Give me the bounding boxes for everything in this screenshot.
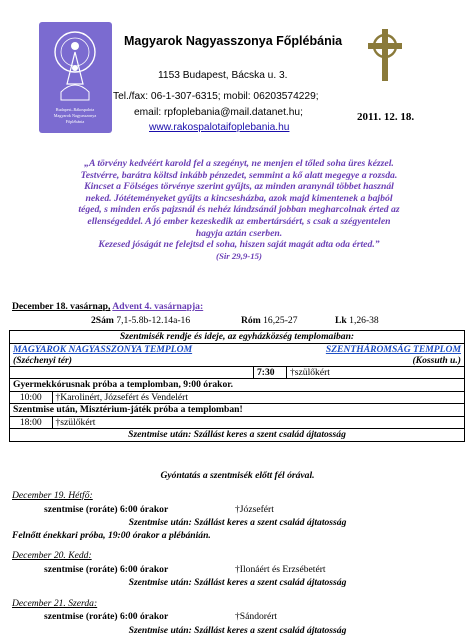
day-intention: †Józsefért bbox=[235, 504, 274, 515]
quote-line: hagyja aztán cserben. bbox=[195, 227, 283, 239]
day-devotion: Szentmise után: Szállást keres a szent család ájtatosság bbox=[128, 577, 347, 588]
empty-cell bbox=[52, 366, 254, 379]
mass-intention: †szülőkért bbox=[52, 416, 287, 429]
quote-line: Kezesed jóságát ne felejtsd el soha, hiszen saját magát adta oda érted.” bbox=[98, 239, 380, 251]
mass-time: 7:30 bbox=[254, 366, 287, 379]
empty-cell bbox=[287, 416, 465, 429]
empty-cell bbox=[10, 366, 53, 379]
reading-book: Lk bbox=[335, 315, 347, 326]
day-heading: December 20. Kedd: bbox=[12, 550, 92, 561]
choir-note: Gyermekkórusnak próba a templomban, 9:00 órakor. bbox=[10, 379, 465, 392]
day-mass: szentmise (roráte) 6:00 órakor bbox=[44, 564, 169, 575]
church-right-location: (Kossuth u.) bbox=[412, 354, 461, 366]
quote-line: neked. Jótéteményeket gyűjts a kincsesházba, azok majd kimentenek a bajból bbox=[85, 192, 393, 204]
parish-title: Magyarok Nagyasszonya Főplébánia bbox=[124, 34, 343, 48]
sunday-heading bbox=[12, 301, 203, 312]
scripture-quote bbox=[14, 158, 464, 262]
sunday-date: December 18. vasárnap, bbox=[12, 301, 111, 312]
logo-text-3: Főplébánia bbox=[65, 119, 85, 124]
reading-1 bbox=[91, 315, 190, 326]
reading-3 bbox=[335, 315, 379, 326]
email-line: email: rpfoplebania@mail.datanet.hu; bbox=[134, 107, 303, 118]
confession-note: Gyóntatás a szentmisék előtt fél órával. bbox=[160, 470, 315, 481]
reading-2 bbox=[241, 315, 298, 326]
after-mass-note: Szentmise után, Misztérium-játék próba a templomban! bbox=[10, 404, 465, 417]
quote-source: (Sir 29,9-15) bbox=[216, 250, 262, 261]
celtic-cross-icon bbox=[362, 27, 408, 88]
mass-intention: †szülőkért bbox=[287, 366, 465, 379]
logo-text-2: Magyarok Nagyasszonya bbox=[53, 113, 97, 118]
bulletin-date: 2011. 12. 18. bbox=[357, 111, 415, 123]
quote-line: „A törvény kedvéért karold fel a szegényt, ne menjen el tőled soha üres kézzel. bbox=[84, 158, 394, 169]
day-extra: Felnőtt énekkari próba, 19:00 órakor a plébánián. bbox=[12, 530, 211, 541]
mass-intention: †Karolinért, Józsefért és Vendelért bbox=[52, 391, 287, 404]
church-left-location: (Széchenyi tér) bbox=[13, 354, 72, 366]
logo-text-1: Budapest–Rákospalota bbox=[55, 107, 95, 112]
day-mass: szentmise (roráte) 6:00 órakor bbox=[44, 611, 169, 622]
mass-time: 10:00 bbox=[10, 391, 53, 404]
quote-line: ellenségeddel. A jó ember kezeskedik az embertársáért, s csak a szégyentelen bbox=[87, 215, 391, 227]
website-link[interactable]: www.rakospalotaifoplebania.hu bbox=[149, 122, 290, 133]
reading-ref: 16,25-27 bbox=[263, 315, 298, 326]
reading-ref: 7,1-5.8b-12.14a-16 bbox=[116, 315, 191, 326]
quote-line: Testvérre, barátra költsd inkább pénzedet, semmint a kő alatt megegye a rozsda. bbox=[80, 169, 398, 181]
quote-line: Kincset a Fölséges törvénye szerint gyűjts, az minden aranynál többet használ bbox=[84, 181, 394, 193]
day-devotion: Szentmise után: Szállást keres a szent család ájtatosság bbox=[128, 625, 347, 636]
churches-row bbox=[10, 343, 465, 366]
day-heading: December 19. Hétfő: bbox=[12, 490, 93, 501]
quote-line: téged, s minden erős pajzsnál és nehéz lándzsánál jobban megharcolnak érted az bbox=[78, 204, 400, 216]
reading-book: Róm bbox=[241, 315, 261, 326]
schedule-heading: Szentmisék rendje és ideje, az egyházközség templomaiban: bbox=[10, 331, 465, 344]
parish-logo bbox=[39, 22, 112, 133]
phone-line: Tel./fax: 06-1-307-6315; mobil: 06203574229; bbox=[113, 91, 319, 102]
reading-book: 2Sám bbox=[91, 315, 114, 326]
mass-schedule-table bbox=[9, 330, 465, 442]
day-devotion: Szentmise után: Szállást keres a szent család ájtatosság bbox=[128, 517, 347, 528]
devotion-note: Szentmise után: Szállást keres a szent család ájtatosság bbox=[10, 429, 465, 442]
empty-cell bbox=[287, 391, 465, 404]
address: 1153 Budapest, Bácska u. 3. bbox=[158, 70, 288, 81]
day-intention: †Ilonáért és Erzsébetért bbox=[235, 564, 326, 575]
reading-ref: 1,26-38 bbox=[349, 315, 379, 326]
day-intention: †Sándorért bbox=[235, 611, 278, 622]
church-right-name: SZENTHÁROMSÁG TEMPLOM bbox=[325, 343, 461, 355]
day-mass: szentmise (roráte) 6:00 órakor bbox=[44, 504, 169, 515]
advent-label: Advent 4. vasárnapja: bbox=[112, 301, 204, 312]
mass-time: 18:00 bbox=[10, 416, 53, 429]
church-left-name: MAGYAROK NAGYASSZONYA TEMPLOM bbox=[13, 343, 193, 355]
day-heading: December 21. Szerda: bbox=[12, 598, 98, 609]
